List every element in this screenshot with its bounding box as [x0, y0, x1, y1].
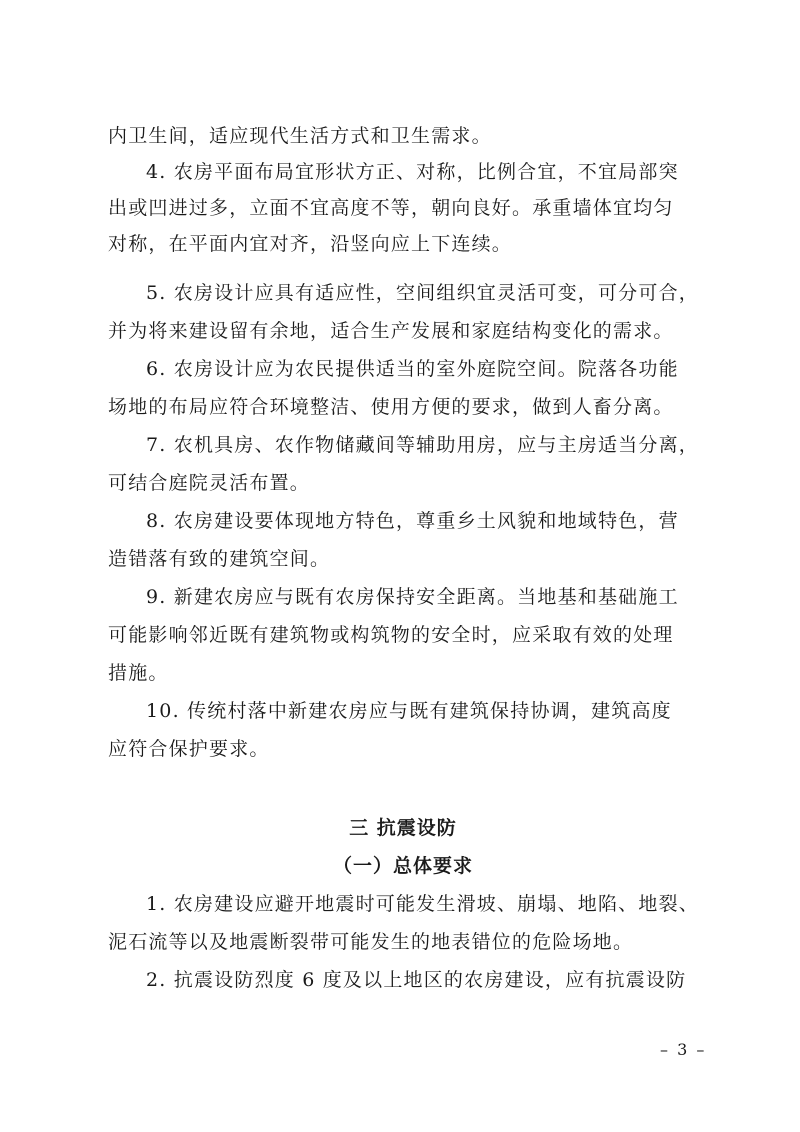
paragraph-line: 7. 农机具房、农作物储藏间等辅助用房，应与主房适当分离， [146, 434, 699, 456]
paragraph-line: 对称，在平面内宜对齐，沿竖向应上下连续。 [108, 233, 513, 255]
subsection-title: （一）总体要求 [332, 855, 473, 877]
paragraph-line: 出或凹进过多，立面不宜高度不等，朝向良好。承重墙体宜均匀 [108, 197, 674, 219]
paragraph-line: 泥石流等以及地震断裂带可能发生的地表错位的危险场地。 [108, 931, 634, 953]
paragraph-line: 场地的布局应符合环境整洁、使用方便的要求，做到人畜分离。 [108, 396, 674, 418]
paragraph-line: 可能影响邻近既有建筑物或构筑物的安全时，应采取有效的处理 [108, 624, 674, 646]
paragraph-line: 9. 新建农房应与既有农房保持安全距离。当地基和基础施工 [146, 586, 679, 608]
paragraph-line: 8. 农房建设要体现地方特色，尊重乡土风貌和地域特色，营 [146, 510, 679, 532]
paragraph-line: 措施。 [108, 662, 169, 684]
paragraph-line: 内卫生间，适应现代生活方式和卫生需求。 [108, 125, 492, 147]
paragraph-line: 1. 农房建设应避开地震时可能发生滑坡、崩塌、地陷、地裂、 [146, 893, 699, 915]
page-number: – 3 – [660, 1040, 707, 1059]
paragraph-line: 并为将来建设留有余地，适合生产发展和家庭结构变化的需求。 [108, 320, 674, 342]
paragraph-line: 4. 农房平面布局宜形状方正、对称，比例合宜，不宜局部突 [146, 161, 679, 183]
paragraph-line: 10. 传统村落中新建农房应与既有建筑保持协调，建筑高度 [146, 700, 672, 722]
paragraph-line: 5. 农房设计应具有适应性，空间组织宜灵活可变，可分可合， [146, 282, 699, 304]
paragraph-line: 6. 农房设计应为农民提供适当的室外庭院空间。院落各功能 [146, 358, 679, 380]
paragraph-line: 2. 抗震设防烈度 6 度及以上地区的农房建设，应有抗震设防 [146, 969, 687, 991]
paragraph-line: 应符合保护要求。 [108, 738, 270, 760]
section-title: 三 抗震设防 [349, 817, 457, 839]
paragraph-line: 造错落有致的建筑空间。 [108, 548, 331, 570]
paragraph-line: 可结合庭院灵活布置。 [108, 472, 311, 494]
